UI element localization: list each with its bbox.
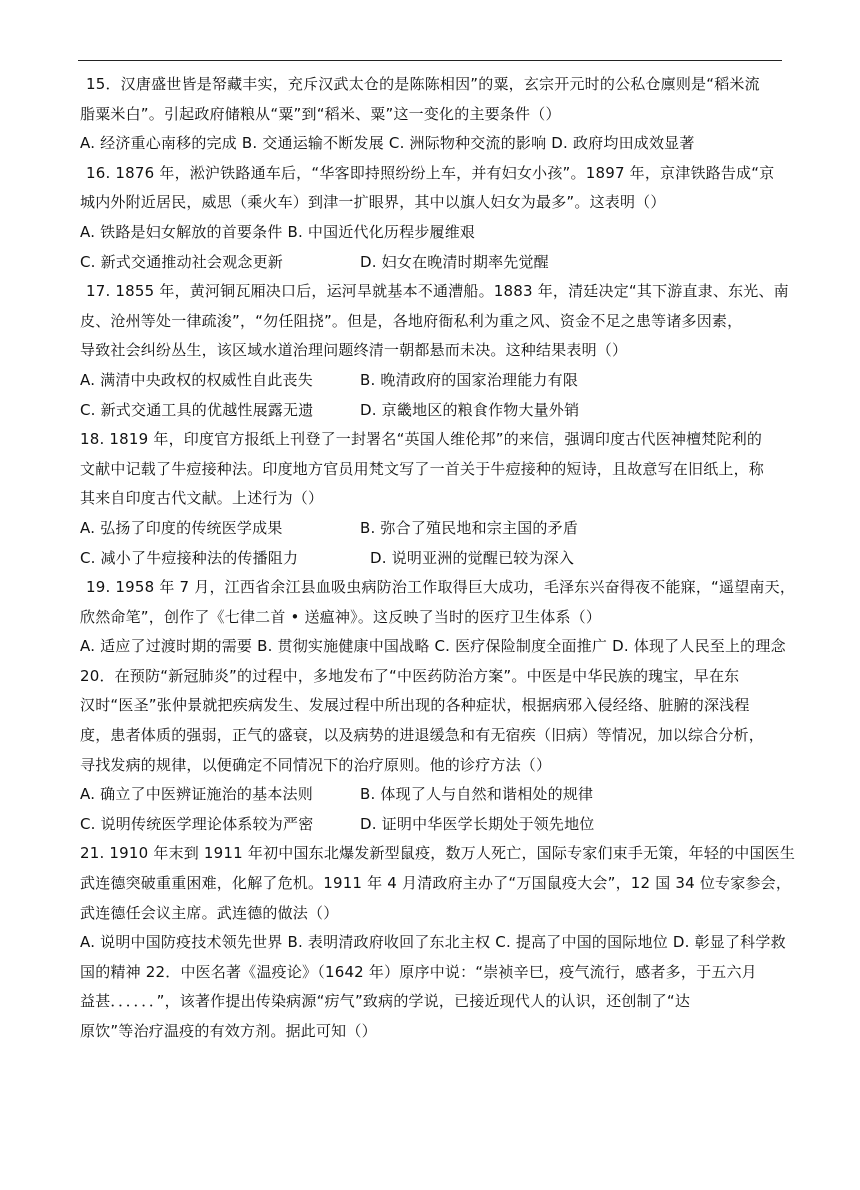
question-20-option-b: B. 体现了人与自然和谐相处的规律 [360,785,594,804]
question-16-line-1: 16. 1876 年，淞沪铁路通车后，“华客即持照纷纷上车，并有妇女小孩”。1897 年，京津铁路告成“京 [86,163,775,182]
question-22-line-3: 原饮”等治疗温疫的有效方剂。据此可知（） [80,1022,377,1040]
question-19 [80,573,796,662]
question-20-line-2: 汉时“医圣”张仲景就把疾病发生、发展过程中所出现的各种症状，根据病邪入侵经络、脏腑的深浅程 [80,696,750,715]
question-15 [80,70,784,159]
question-20-line-3: 度，患者体质的强弱，正气的盛衰，以及病势的进退缓急和有无宿疾（旧病）等情况，加以综合分析， [80,726,765,745]
question-17-option-d: D. 京畿地区的粮食作物大量外销 [360,400,580,419]
question-15-options: A. 经济重心南移的完成 B. 交通运输不断发展 C. 洲际物种交流的影响 D. 政府均田成效显著 [80,134,695,153]
question-21-line-2: 武连德突破重重困难，化解了危机。1911 年 4 月清政府主办了“万国鼠疫大会”，12 国 34 位专家参会， [80,874,792,893]
question-18-line-3: 其来自印度古代文献。上述行为（） [80,489,324,508]
question-22-line-1: 国的精神 22．中医名著《温疫论》（1642 年）原序中说：“崇祯辛巳，疫气流行，感者多，于五六月 [80,962,757,981]
question-20-option-a: A. 确立了中医辨证施治的基本法则 [80,785,313,804]
question-18-line-1: 18. 1819 年，印度官方报纸上刊登了一封署名“英国人维伦邦”的来信，强调印度古代医神檀梵陀利的 [80,430,763,449]
question-17-options-cd [80,396,784,426]
question-17-option-a: A. 满清中央政权的权威性自此丧失 [80,370,313,389]
question-18-option-d: D. 说明亚洲的觉醒已较为深入 [370,548,575,567]
question-16 [80,159,784,277]
question-20-option-c: C. 说明传统医学理论体系较为严密 [80,814,314,833]
question-20 [80,662,784,840]
question-18-option-b: B. 弥合了殖民地和宗主国的矛盾 [360,518,579,537]
question-17-line-2: 皮、沧州等处一律疏浚”，“勿任阻挠”。但是，各地府衙私利为重之风、资金不足之患等诸多因素， [80,311,743,330]
header-rule [78,60,782,61]
question-21-options: A. 说明中国防疫技术领先世界 B. 表明清政府收回了东北主权 C. 提高了中国的国际地位 D. 彰显了科学救 [80,933,786,952]
question-17-option-b: B. 晚清政府的国家治理能力有限 [360,370,579,389]
question-18-options-ab [80,514,784,544]
question-22-line-2: 益甚．．．．．．”，该著作提出传染病源“疠气”致病的学说，已接近现代人的认识，还创制了“达 [80,992,691,1011]
question-21 [80,839,796,1046]
question-21-line-3: 武连德任会议主席。武连德的做法（） [80,903,339,922]
question-18-option-c: C. 减小了牛痘接种法的传播阻力 [80,548,299,567]
question-18-option-a: A. 弘扬了印度的传统医学成果 [80,518,283,537]
question-19-line-1: 19. 1958 年 7 月，江西省余江县血吸虫病防治工作取得巨大成功，毛泽东兴奋得夜不能寐，“遥望南天， [86,578,796,597]
question-20-line-1: 20．在预防“新冠肺炎”的过程中，多地发布了“中医药防治方案”。中医是中华民族的瑰宝，早在东 [80,666,740,685]
question-21-line-1: 21. 1910 年末到 1911 年初中国东北爆发新型鼠疫，数万人死亡，国际专家们束手无策，年轻的中国医生 [80,844,796,863]
question-15-line-1: 15．汉唐盛世皆是帑藏丰实，充斥汉武太仓的是陈陈相因”的粟，玄宗开元时的公私仓廪则是“稻米流 [86,75,760,93]
question-17-options-ab [80,366,784,396]
question-18-line-2: 文献中记载了牛痘接种法。印度地方官员用梵文写了一首关于牛痘接种的短诗，且故意写在旧纸上，称 [80,459,765,478]
question-16-option-c: C. 新式交通推动社会观念更新 [80,252,284,271]
question-18 [80,425,784,573]
question-list [80,70,796,1047]
question-18-options-cd [80,544,784,574]
question-16-line-2: 城内外附近居民，威思（乘火车）到津一扩眼界，其中以旗人妇女为最多”。这表明（） [80,193,666,212]
question-20-line-4: 寻找发病的规律，以便确定不同情况下的治疗原则。他的诊疗方法（） [80,755,552,774]
question-17-line-3: 导致社会纠纷丛生，该区域水道治理问题终清一朝都悬而未决。这种结果表明（） [80,341,628,360]
question-17-option-c: C. 新式交通工具的优越性展露无遗 [80,400,314,419]
question-19-line-2: 欣然命笔”，创作了《七律二首 • 送瘟神》。这反映了当时的医疗卫生体系（） [80,607,602,626]
question-20-options-cd [80,810,784,840]
question-16-options-ab: A. 铁路是妇女解放的首要条件 B. 中国近代化历程步履维艰 [80,222,476,241]
question-19-options: A. 适应了过渡时期的需要 B. 贯彻实施健康中国战略 C. 医疗保险制度全面推广 D. 体现了人民至上的理念 [80,637,786,656]
question-20-option-d: D. 证明中华医学长期处于领先地位 [360,814,595,833]
question-15-line-2: 脂粟米白”。引起政府储粮从“粟”到“稻米、粟”这一变化的主要条件（） [80,104,561,123]
question-16-option-d: D. 妇女在晚清时期率先觉醒 [360,252,549,271]
question-17-line-1: 17. 1855 年，黄河铜瓦厢决口后，运河旱就基本不通漕船。1883 年，清廷决定“其下游直隶、东光、南 [86,282,789,301]
question-20-options-ab [80,780,784,810]
question-16-options-cd [80,248,784,278]
question-17 [80,277,789,425]
